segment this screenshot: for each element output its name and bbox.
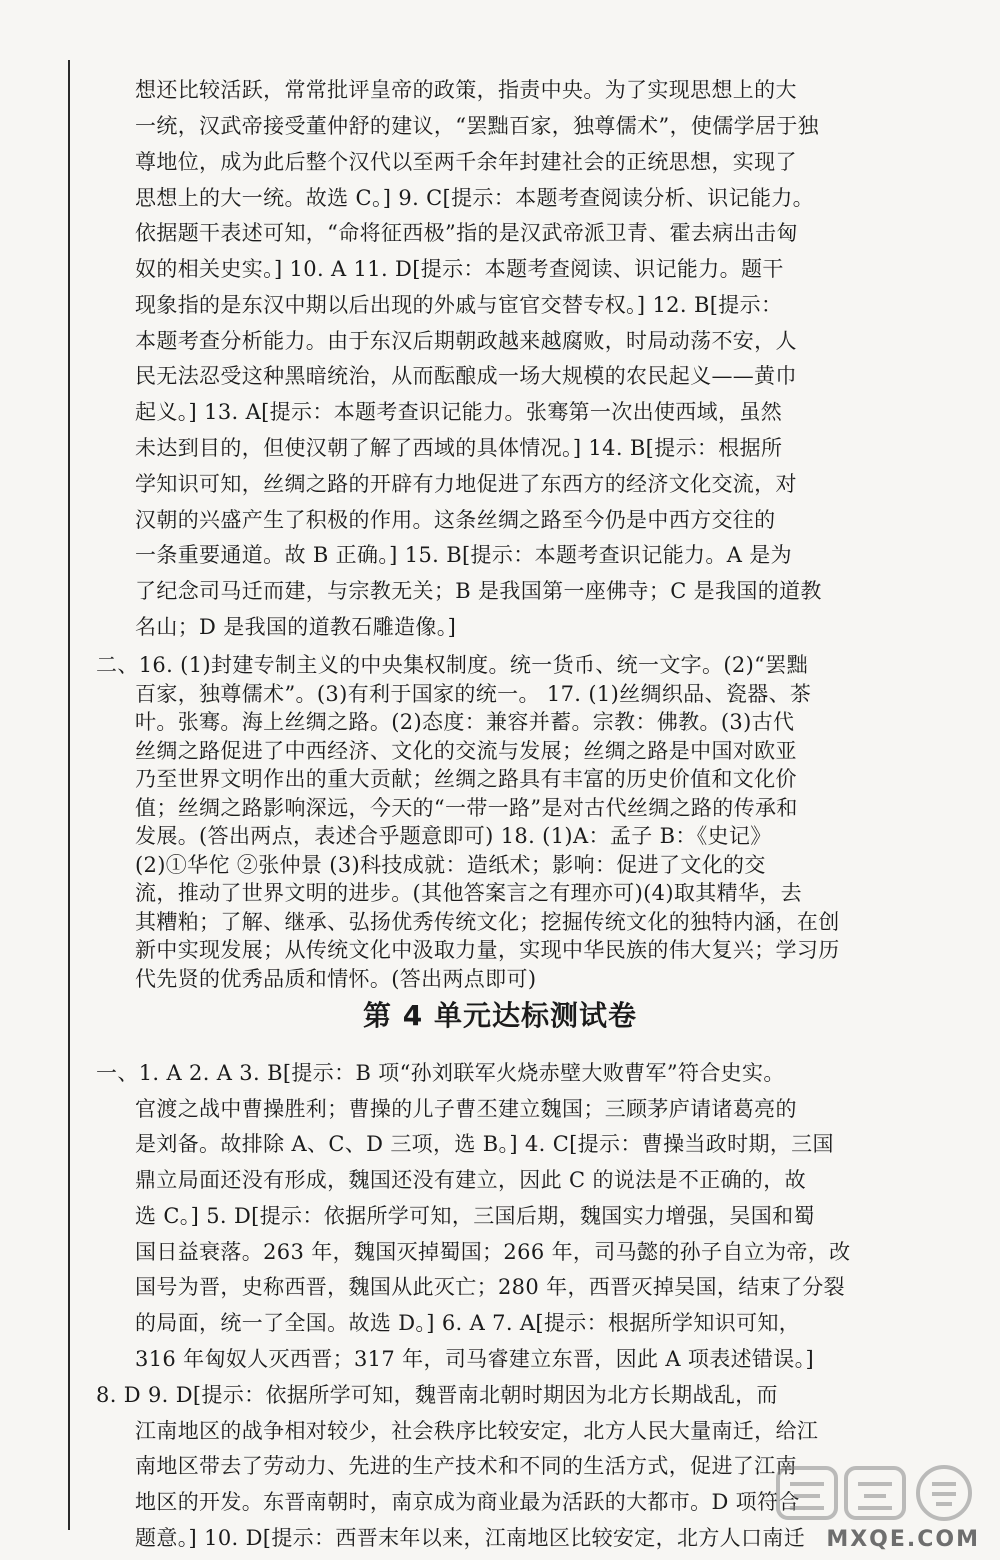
text-line: 其糟粕；了解、继承、弘扬优秀传统文化；挖掘传统文化的独特内涵，在创 [135,910,840,934]
text-line: 学知识可知，丝绸之路的开辟有力地促进了东西方的经济文化交流，对 [135,472,797,496]
page-margin-rule [68,60,70,1530]
text-line: 8. D 9. D[提示：依据所学可知，魏晋南北朝时期因为北方长期战乱，而 [96,1383,778,1407]
text-line: 起义。] 13. A[提示：本题考查识记能力。张骞第一次出使西域，虽然 [135,400,783,424]
text-line: 题意。] 10. D[提示：西晋末年以来，江南地区比较安定，北方人口南迁 [135,1526,806,1550]
text-line: 值；丝绸之路影响深远，今天的“一带一路”是对古代丝绸之路的传承和 [135,796,798,820]
text-line: 代先贤的优秀品质和情怀。(答出两点即可) [135,967,537,991]
text-line: 316 年匈奴人灭西晋；317 年，司马睿建立东晋，因此 A 项表述错误。] [135,1347,815,1371]
text-line: 现象指的是东汉中期以后出现的外戚与宦官交替专权。] 12. B[提示： [135,293,783,317]
text-line: 乃至世界文明作出的重大贡献；丝绸之路具有丰富的历史价值和文化价 [135,767,797,791]
section-heading: 第 4 单元达标测试卷 [363,999,637,1032]
text-line: 百家，独尊儒术”。(3)有利于国家的统一。 17. (1)丝绸织品、瓷器、茶 [135,682,812,706]
text-line: 未达到目的，但使汉朝了解了西域的具体情况。] 14. B[提示：根据所 [135,436,783,460]
text-line: 南地区带去了劳动力、先进的生产技术和不同的生活方式，促进了江南 [135,1454,797,1478]
text-line: 是刘备。故排除 A、C、D 三项，选 B。] 4. C[提示：曹操当政时期，三国 [135,1132,834,1156]
text-line: 一、1. A 2. A 3. B[提示：B 项“孙刘联军火烧赤壁大败曹军”符合史实。 [96,1061,785,1085]
text-line: 一统，汉武帝接受董仲舒的建议，“罢黜百家，独尊儒术”，使儒学居于独 [135,114,820,138]
text-line: (2)①华佗 ②张仲景 (3)科技成就：造纸术；影响：促进了文化的交 [135,853,766,877]
text-line: 名山；D 是我国的道教石雕造像。] [135,615,457,639]
text-line: 新中实现发展；从传统文化中汲取力量，实现中华民族的伟大复兴；学习历 [135,938,840,962]
text-line: 二、16. (1)封建专制主义的中央集权制度。统一货币、统一文字。(2)“罢黜 [96,653,808,677]
text-line: 民无法忍受这种黑暗统治，从而酝酿成一场大规模的农民起义——黄巾 [135,364,797,388]
text-line: 地区的开发。东晋南朝时，南京成为商业最为活跃的大都市。D 项符合 [135,1490,800,1514]
text-line: 鼎立局面还没有形成，魏国还没有建立，因此 C 的说法是不正确的，故 [135,1168,806,1192]
text-line: 思想上的大一统。故选 C。] 9. C[提示：本题考查阅读分析、识记能力。 [135,186,815,210]
text-line: 选 C。] 5. D[提示：依据所学可知，三国后期，魏国实力增强，吴国和蜀 [135,1204,815,1228]
text-line: 依据题干表述可知，“命将征西极”指的是汉武帝派卫青、霍去病出击匈 [135,221,798,245]
text-line: 江南地区的战争相对较少，社会秩序比较安定，北方人民大量南迁，给江 [135,1419,819,1443]
text-line: 想还比较活跃，常常批评皇帝的政策，指责中央。为了实现思想上的大 [135,78,797,102]
text-line: 尊地位，成为此后整个汉代以至两千余年封建社会的正统思想，实现了 [135,150,797,174]
text-line: 国号为晋，史称西晋，魏国从此灭亡；280 年，西晋灭掉吴国，结束了分裂 [135,1275,846,1299]
text-line: 流，推动了世界文明的进步。(其他答案言之有理亦可)(4)取其精华，去 [135,881,803,905]
text-line: 官渡之战中曹操胜利；曹操的儿子曹丕建立魏国；三顾茅庐请诸葛亮的 [135,1097,797,1121]
text-line: 了纪念司马迁而建，与宗教无关；B 是我国第一座佛寺；C 是我国的道教 [135,579,822,603]
text-line: 丝绸之路促进了中西经济、文化的交流与发展；丝绸之路是中国对欧亚 [135,739,797,763]
text-line: 本题考查分析能力。由于东汉后期朝政越来越腐败，时局动荡不安，人 [135,329,797,353]
text-line: 一条重要通道。故 B 正确。] 15. B[提示：本题考查识记能力。A 是为 [135,543,792,567]
text-line: 奴的相关史实。] 10. A 11. D[提示：本题考查阅读、识记能力。题干 [135,257,784,281]
text-line: 国日益衰落。263 年，魏国灭掉蜀国；266 年，司马懿的孙子自立为帝，改 [135,1240,851,1264]
text-line: 叶。张骞。海上丝绸之路。(2)态度：兼容并蓄。宗教：佛教。(3)古代 [135,710,795,734]
text-line: 汉朝的兴盛产生了积极的作用。这条丝绸之路至今仍是中西方交往的 [135,508,776,532]
watermark-text: MXQE.COM [826,1527,980,1552]
text-line: 发展。(答出两点，表述合乎题意即可) 18. (1)A：孟子 B：《史记》 [135,824,772,848]
text-line: 的局面，统一了全国。故选 D。] 6. A 7. A[提示：根据所学知识可知， [135,1311,801,1335]
